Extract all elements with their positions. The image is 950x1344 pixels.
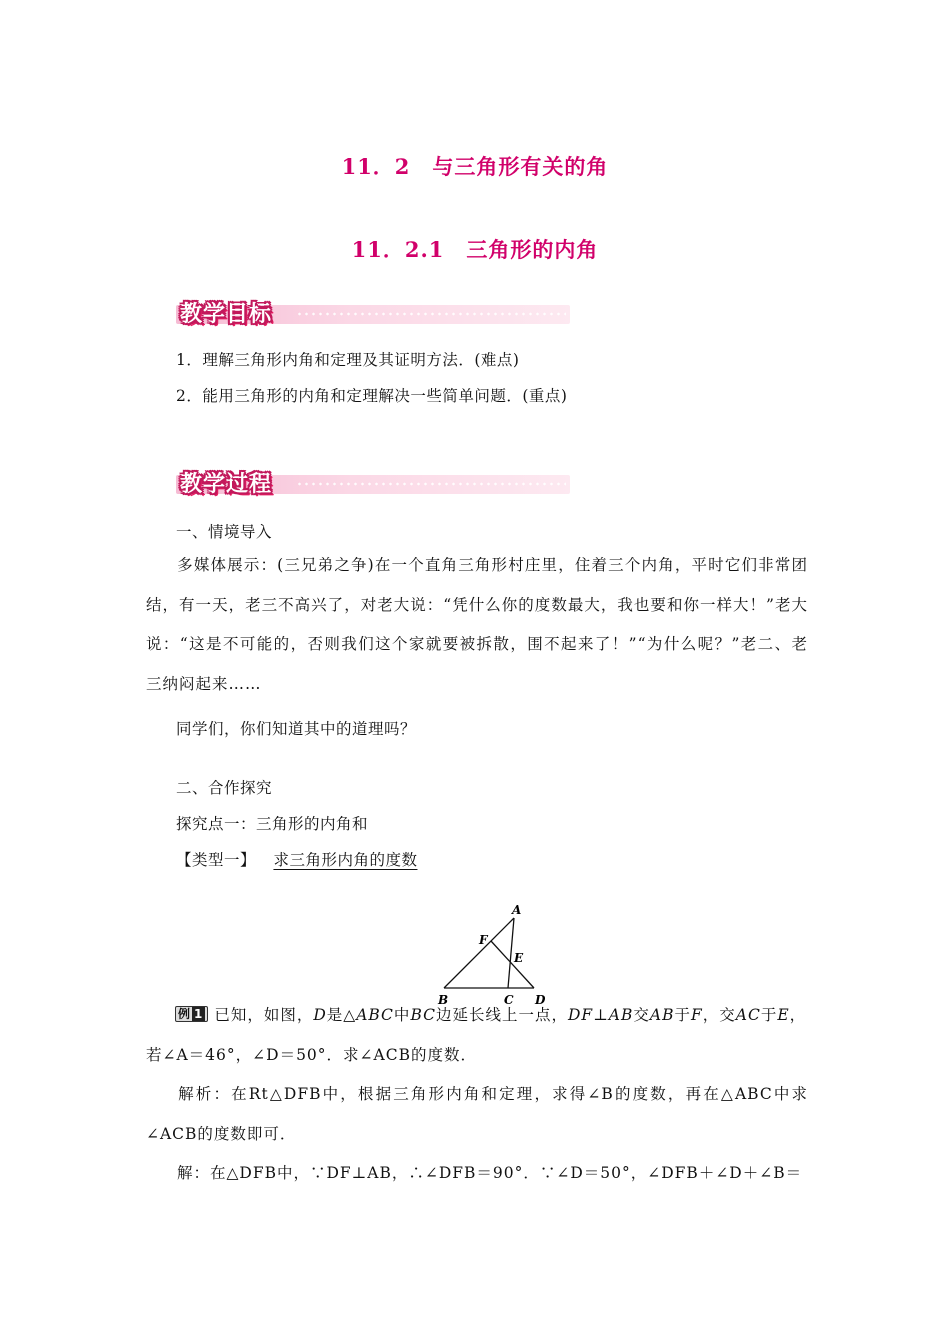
explore-point: 探究点一：三角形的内角和: [176, 815, 369, 833]
goal-item-1: 1．理解三角形内角和定理及其证明方法．(难点): [176, 351, 520, 369]
example-1-paragraph: 例 1 已知，如图，D是△ABC中BC边延长线上一点，DF⊥AB交AB于F，交AC于E， 若∠A＝46°，∠D＝50°．求∠ACB的度数．: [146, 1006, 807, 1064]
segment-FD: [491, 941, 534, 988]
solution-paragraph: [146, 1154, 808, 1194]
goal-item-2: 2．能用三角形的内角和定理解决一些简单问题．(重点): [176, 387, 568, 405]
banner-dots: [296, 482, 566, 486]
type-title: 求三角形内角的度数: [273, 851, 418, 869]
section-subtitle: 11．2.1 三角形的内角: [351, 237, 599, 262]
banner-dots: [296, 312, 566, 316]
label-A: A: [512, 903, 522, 917]
label-C: C: [504, 993, 514, 1007]
solution-text: 解：在△DFB中，∵DF⊥AB，∴∠DFB＝90°．∵∠D＝50°，∠DFB＋∠D＋∠B＝: [177, 1164, 803, 1182]
label-F: F: [479, 933, 488, 947]
banner-label: 教学目标: [180, 302, 273, 327]
teaching-process-banner: [176, 467, 570, 499]
intro-story-paragraph: [146, 546, 808, 704]
label-D: D: [535, 993, 546, 1007]
type-label: 【类型一】: [176, 851, 257, 869]
analysis-text: 解析：在Rt△DFB中，根据三角形内角和定理，求得∠B的度数，再在△ABC中求∠ACB的度数即可．: [146, 1085, 808, 1143]
intro-story-text: 多媒体展示：(三兄弟之争)在一个直角三角形村庄里，住着三个内角，平时它们非常团结，有一天，老三不高兴了，对老大说：“凭什么你的度数最大，我也要和你一样大！”老大说：“这是不可能的，否则我们这个家就要被拆散，围不起来了！”“为什么呢？”老二、老三纳闷起来……: [146, 556, 808, 693]
type-heading: [176, 848, 417, 870]
page-title: 11．2 与三角形有关的角: [341, 154, 609, 179]
label-B: B: [438, 993, 449, 1007]
section-heading-explore: 二、合作探究: [176, 779, 273, 797]
banner-label: 教学过程: [180, 472, 273, 497]
example-badge: 例 1: [175, 1006, 208, 1022]
teaching-goals-banner: [176, 297, 570, 329]
analysis-paragraph: [146, 1075, 808, 1154]
example-condition: 若∠A＝46°，∠D＝50°．求∠ACB的度数．: [146, 1045, 477, 1064]
intro-question: 同学们，你们知道其中的道理吗？: [176, 720, 417, 738]
section-heading-intro: 一、情境导入: [176, 523, 273, 541]
segment-AB: [444, 918, 514, 988]
label-E: E: [514, 951, 524, 965]
